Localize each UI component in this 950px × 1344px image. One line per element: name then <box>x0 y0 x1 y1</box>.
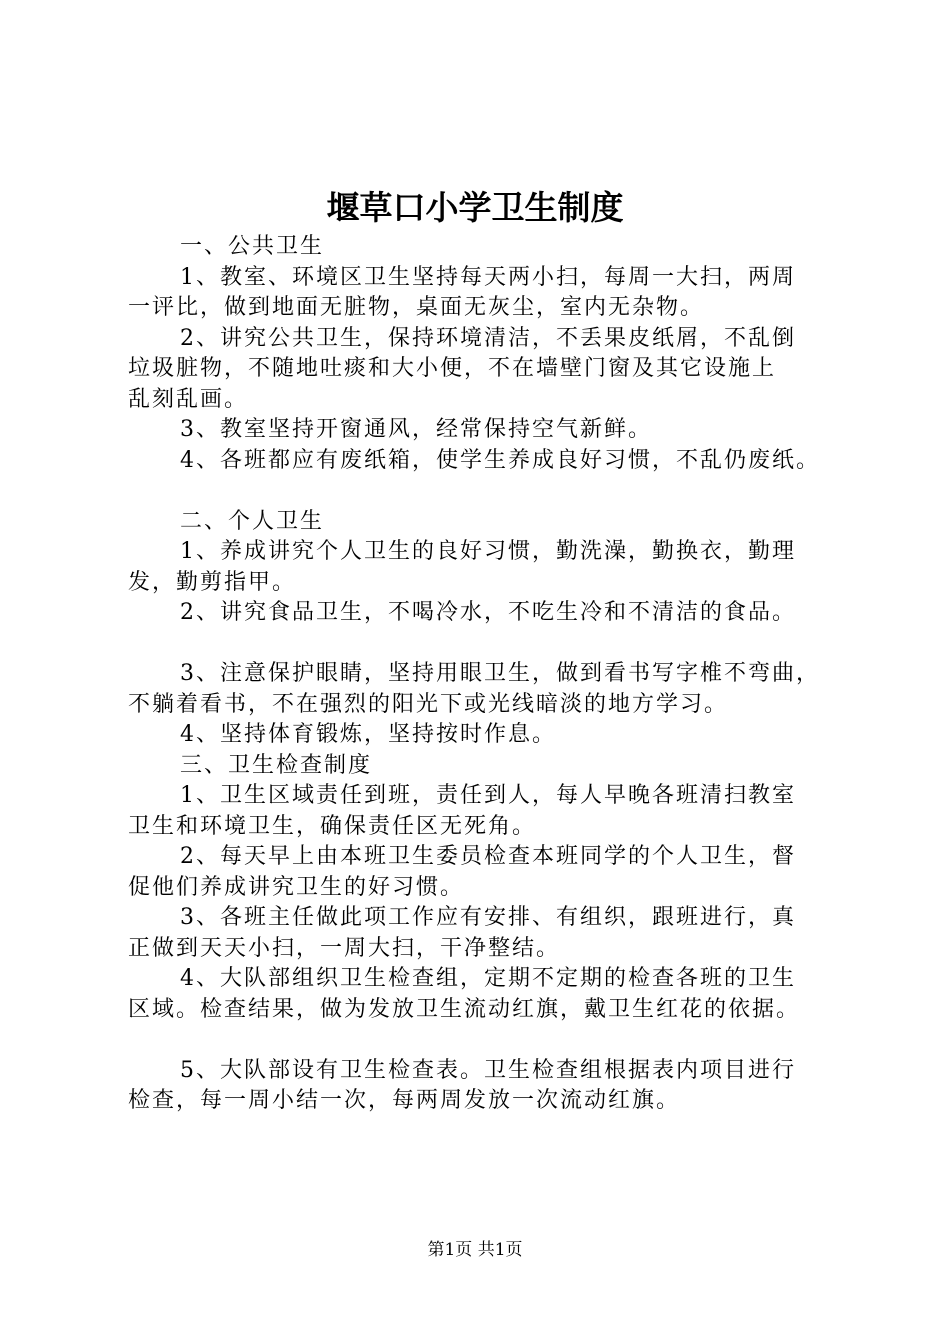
paragraph-line: 1、卫生区域责任到班，责任到人，每人早晚各班清扫教室 <box>180 783 796 808</box>
paragraph-line: 一评比，做到地面无脏物，桌面无灰尘，室内无杂物。 <box>128 295 705 320</box>
paragraph-line: 促他们养成讲究卫生的好习惯。 <box>128 874 465 900</box>
paragraph-line: 发，勤剪指甲。 <box>128 569 297 595</box>
paragraph-line: 3、注意保护眼睛，坚持用眼卫生，做到看书写字椎不弯曲， <box>180 661 820 686</box>
blank-line <box>128 629 836 660</box>
blank-line <box>128 1025 836 1056</box>
paragraph-line: 5、大队部设有卫生检查表。卫生检查组根据表内项目进行 <box>180 1057 796 1083</box>
paragraph-line: 2、每天早上由本班卫生委员检查本班同学的个人卫生，督 <box>180 844 796 869</box>
paragraph-line: 1、养成讲究个人卫生的良好习惯，勤洗澡，勤换衣，勤理 <box>180 539 796 564</box>
paragraph-line: 3、教室坚持开窗通风，经常保持空气新鲜。 <box>180 417 652 442</box>
paragraph-line: 乱刻乱画。 <box>128 386 249 412</box>
paragraph-line: 4、大队部组织卫生检查组，定期不定期的检查各班的卫生 <box>180 966 796 991</box>
paragraph-line: 垃圾脏物，不随地吐痰和大小便，不在墙壁门窗及其它设施上 <box>128 356 777 381</box>
section-heading-inspection-rules: 三、卫生检查制度 <box>180 752 373 778</box>
paragraph-line: 3、各班主任做此项工作应有安排、有组织，跟班进行，真 <box>180 905 796 930</box>
page-number-footer: 第1页 共1页 <box>427 1240 523 1260</box>
paragraph-line: 4、各班都应有废纸箱，使学生养成良好习惯，不乱仍废纸。 <box>180 447 820 473</box>
paragraph-line: 不躺着看书，不在强烈的阳光下或光线暗淡的地方学习。 <box>128 691 729 717</box>
section-heading-personal-hygiene: 二、个人卫生 <box>180 508 325 534</box>
paragraph-line: 1、教室、环境区卫生坚持每天两小扫，每周一大扫，两周 <box>180 264 796 290</box>
paragraph-line: 区域。检查结果，做为发放卫生流动红旗，戴卫生红花的依据。 <box>128 996 801 1022</box>
page-title: 堰草口小学卫生制度 <box>326 188 624 227</box>
paragraph-line: 4、坚持体育锻炼，坚持按时作息。 <box>180 722 556 747</box>
blank-line <box>128 476 836 507</box>
document-body <box>128 232 836 1117</box>
paragraph-line: 正做到天天小扫，一周大扫，干净整结。 <box>128 935 561 961</box>
paragraph-line: 卫生和环境卫生，确保责任区无死角。 <box>128 813 537 839</box>
section-heading-public-hygiene: 一、公共卫生 <box>180 234 325 259</box>
paragraph-line: 2、讲究食品卫生，不喝冷水，不吃生冷和不清洁的食品。 <box>180 600 796 625</box>
paragraph-line: 2、讲究公共卫生，保持环境清洁，不丢果皮纸屑，不乱倒 <box>180 325 796 351</box>
paragraph-line: 检查，每一周小结一次，每两周发放一次流动红旗。 <box>128 1088 681 1113</box>
